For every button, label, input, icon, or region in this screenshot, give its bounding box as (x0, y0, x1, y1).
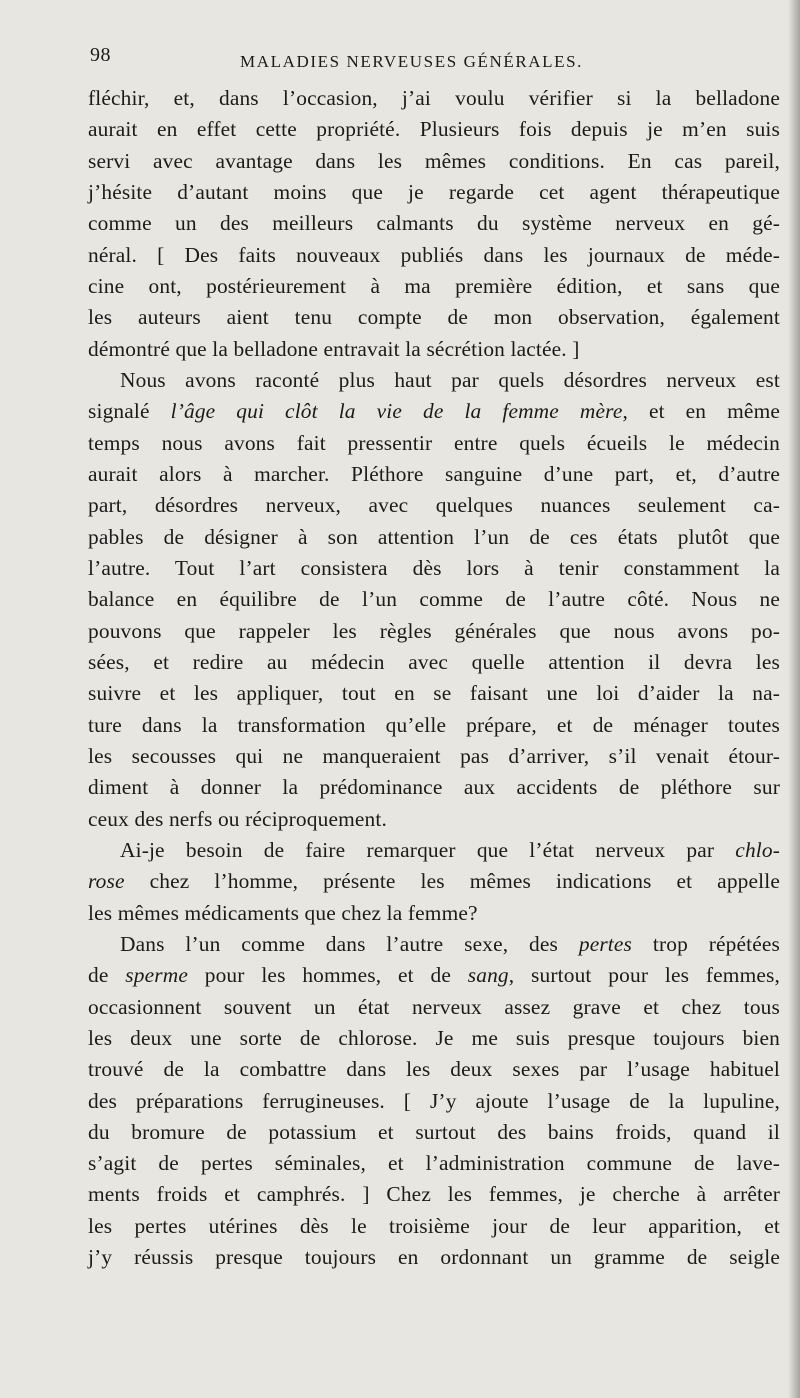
running-title: MALADIES NERVEUSES GÉNÉRALES. (240, 52, 584, 71)
text-line: temps nous avons fait pressentir entre quels écueils le médecin (88, 430, 780, 455)
italic-word: chlo- (735, 837, 780, 862)
text-line: comme un des meilleurs calmants du système nerveux en gé- (88, 211, 780, 236)
text-line: aurait alors à marcher. Pléthore sanguine d’une part, et, d’autre (88, 461, 780, 486)
text-line: balance en équilibre de l’un comme de l’autre côté. Nous ne (88, 587, 780, 612)
text-line: j’y réussis presque toujours en ordonnant un gramme de seigle (88, 1245, 780, 1270)
italic-word: sang (467, 963, 509, 988)
page-edge-shadow (788, 0, 800, 1398)
text-line: les pertes utérines dès le troisième jour de leur apparition, et (88, 1213, 780, 1238)
text-line: pables de désigner à son attention l’un de ces états plutôt que (88, 524, 780, 549)
text-line: les secousses qui ne manqueraient pas d’arriver, s’il venait étour- (88, 743, 780, 768)
italic-phrase: l’âge qui clôt la vie de la femme mère (170, 399, 623, 424)
text-line: les auteurs aient tenu compte de mon observation, également (88, 305, 780, 330)
text-line: suivre et les appliquer, tout en se faisant une loi d’aider la na- (88, 681, 780, 706)
text-line: ments froids et camphrés. ] Chez les femmes, je cherche à arrêter (88, 1182, 780, 1207)
text-line: les mêmes médicaments que chez la femme? (88, 900, 478, 925)
text-line: démontré que la belladone entravait la sécrétion lactée. ] (88, 336, 580, 361)
text-line: trouvé de la combattre dans les deux sexes par l’usage habituel (88, 1057, 780, 1082)
text-line: de sperme pour les hommes, et de sang, surtout pour les femmes, (88, 963, 780, 988)
text-line: des préparations ferrugineuses. [ J’y ajoute l’usage de la lupuline, (88, 1088, 780, 1113)
text-line: rose chez l’homme, présente les mêmes indications et appelle (88, 869, 780, 894)
italic-word: pertes (578, 931, 633, 956)
text-line: j’hésite d’autant moins que je regarde cet agent thérapeutique (88, 179, 780, 204)
text-line: l’autre. Tout l’art consistera dès lors à tenir constamment la (88, 555, 780, 580)
text-line: les deux une sorte de chlorose. Je me suis presque toujours bien (88, 1025, 780, 1050)
text-line: aurait en effet cette propriété. Plusieurs fois depuis je m’en suis (88, 117, 780, 142)
text-line: ture dans la transformation qu’elle prépare, et de ménager toutes (88, 712, 780, 737)
text-line: Ai-je besoin de faire remarquer que l’état nerveux par chlo- (120, 837, 780, 862)
text-line: diment à donner la prédominance aux accidents de pléthore sur (88, 775, 780, 800)
text-line: du bromure de potassium et surtout des bains froids, quand il (88, 1119, 780, 1144)
text-line: cine ont, postérieurement à ma première édition, et sans que (88, 273, 780, 298)
page-header (90, 44, 770, 78)
text-line: pouvons que rappeler les règles générales que nous avons po- (88, 618, 780, 643)
text-line: sées, et redire au médecin avec quelle attention il devra les (88, 649, 780, 674)
text-line: occasionnent souvent un état nerveux assez grave et chez tous (88, 994, 780, 1019)
text-line: fléchir, et, dans l’occasion, j’ai voulu vérifier si la belladone (88, 86, 780, 110)
text-line: part, désordres nerveux, avec quelques nuances seulement ca- (88, 493, 780, 518)
body-text (88, 83, 780, 1273)
text-line: ceux des nerfs ou réciproquement. (88, 806, 387, 831)
text-line: s’agit de pertes séminales, et l’administration commune de lave- (88, 1151, 780, 1176)
text-line: néral. [ Des faits nouveaux publiés dans les journaux de méde- (88, 242, 780, 267)
text-line: Nous avons raconté plus haut par quels désordres nerveux est (120, 367, 780, 392)
italic-word: rose (88, 869, 125, 894)
text-line: Dans l’un comme dans l’autre sexe, des pertes trop répétées (120, 931, 780, 956)
page-number: 98 (90, 44, 111, 66)
text-line: signalé l’âge qui clôt la vie de la femme mère, et en même (88, 399, 780, 424)
text-line: servi avec avantage dans les mêmes conditions. En cas pareil, (88, 148, 780, 173)
italic-word: sperme (125, 963, 188, 988)
